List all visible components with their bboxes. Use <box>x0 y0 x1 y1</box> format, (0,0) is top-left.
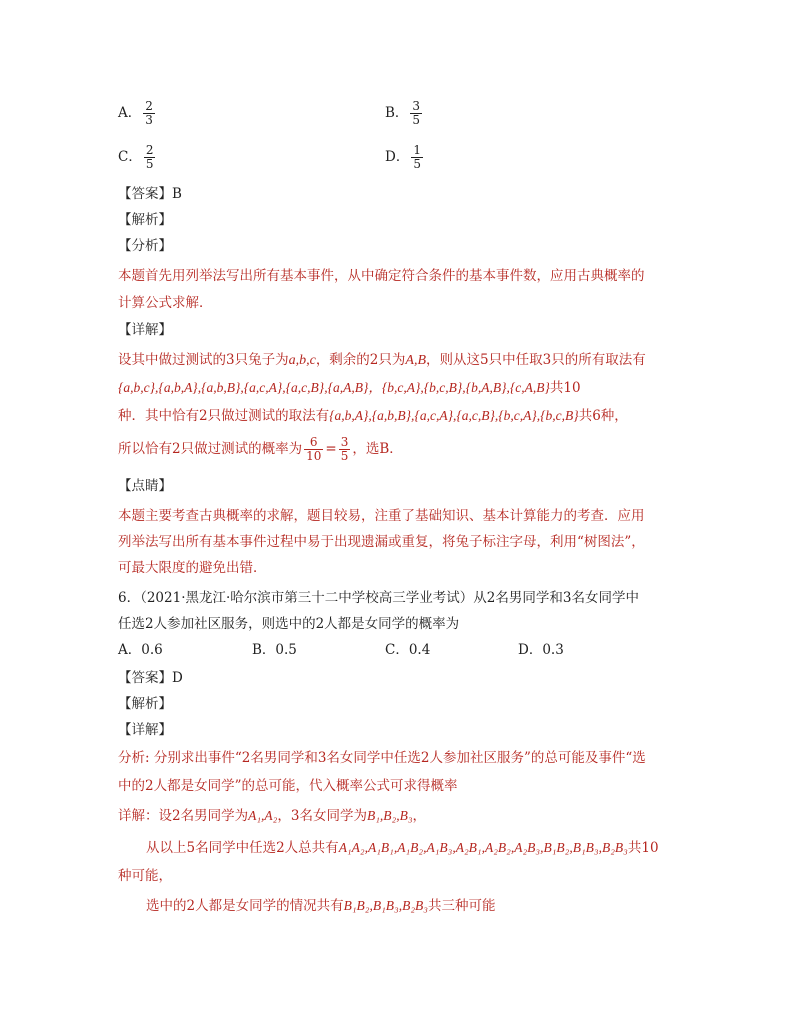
fraction: $\frac{2}{5}$ <box>145 143 154 171</box>
analysis-text: 中的2人都是女同学”的总可能，代入概率公式可求得概率 <box>118 778 458 794</box>
fraction: $\frac{3}{5}$ <box>412 99 421 127</box>
option-a: A． $\frac{2}{3}$ <box>118 99 153 127</box>
detail-line: {a,b,c},{a,b,A},{a,b,B},{a,c,A},{a,c,B},{a,A,B}，{b,c,A},{b,c,B},{b,A,B},{c,A,B}共10 <box>118 380 581 396</box>
jiexi-label: 【解析】 <box>118 212 172 228</box>
detail-line: 从以上5名同学中任选2人总共有A₁A₂,A₁B₁,A₁B₂,A₁B₃,A₂B₁,A₂B₂,A₂B₃,B₁B₂,B₁B₃,B₂B₃共10 <box>146 840 659 856</box>
question-stem: 任选2人参加社区服务，则选中的2人都是女同学的概率为 <box>118 616 460 632</box>
question-stem: 6．（2021·黑龙江·哈尔滨市第三十二中学校高三学业考试）从2名男同学和3名女同学中 <box>118 590 639 606</box>
fraction: $\frac{1}{5}$ <box>413 143 421 171</box>
option-a: A．0.6 <box>118 642 163 658</box>
dianjing-text: 本题主要考查古典概率的求解，题目较易，注重了基础知识、基本计算能力的考查．应用 <box>118 508 645 524</box>
xiangjie-label: 【详解】 <box>118 722 172 738</box>
dianjing-text: 列举法写出所有基本事件过程中易于出现遗漏或重复，将兔子标注字母，利用“树图法”， <box>118 534 645 550</box>
fenxi-text: 本题首先用列举法写出所有基本事件，从中确定符合条件的基本事件数，应用古典概率的 <box>118 268 645 284</box>
detail-line: 所以恰有2只做过测试的概率为 $\frac{6}{10}$ = $\frac{3}{5}$ ，选B． <box>118 435 403 463</box>
jiexi-label: 【解析】 <box>118 696 172 712</box>
xiangjie-label: 【详解】 <box>118 322 172 338</box>
detail-line: 选中的2人都是女同学的情况共有B₁B₂,B₁B₃,B₂B₃共三种可能 <box>146 898 496 914</box>
option-b: B．0.5 <box>252 642 297 658</box>
option-c: C．0.4 <box>385 642 431 658</box>
option-d: D．0.3 <box>518 642 564 658</box>
fraction: $\frac{2}{3}$ <box>145 99 153 127</box>
detail-line: 种．其中恰有2只做过测试的取法有{a,b,A},{a,b,B},{a,c,A},{a,c,B},{b,c,A},{b,c,B}共6种， <box>118 408 628 424</box>
detail-line: 设其中做过测试的3只兔子为a,b,c，剩余的2只为A,B，则从这5只中任取3只的所有取法有 <box>118 352 646 368</box>
fraction: $\frac{3}{5}$ <box>340 435 349 463</box>
dianjing-label: 【点睛】 <box>118 478 172 494</box>
answer-label: 【答案】D <box>118 670 183 686</box>
option-d: D． $\frac{1}{5}$ <box>385 143 421 171</box>
fraction: $\frac{6}{10}$ <box>306 435 322 463</box>
fenxi-label: 【分析】 <box>118 238 172 254</box>
analysis-text: 分析: 分别求出事件“2名男同学和3名女同学中任选2人参加社区服务”的总可能及事件“选 <box>118 750 646 766</box>
option-c: C． $\frac{2}{5}$ <box>118 143 154 171</box>
detail-line: 详解：设2名男同学为A₁,A₂，3名女同学为B₁,B₂,B₃， <box>118 808 427 824</box>
dianjing-text: 可最大限度的避免出错． <box>118 560 267 576</box>
fenxi-text: 计算公式求解． <box>118 295 213 311</box>
detail-line: 种可能， <box>118 868 172 884</box>
answer-label: 【答案】B <box>118 186 182 202</box>
option-b: B． $\frac{3}{5}$ <box>385 99 421 127</box>
